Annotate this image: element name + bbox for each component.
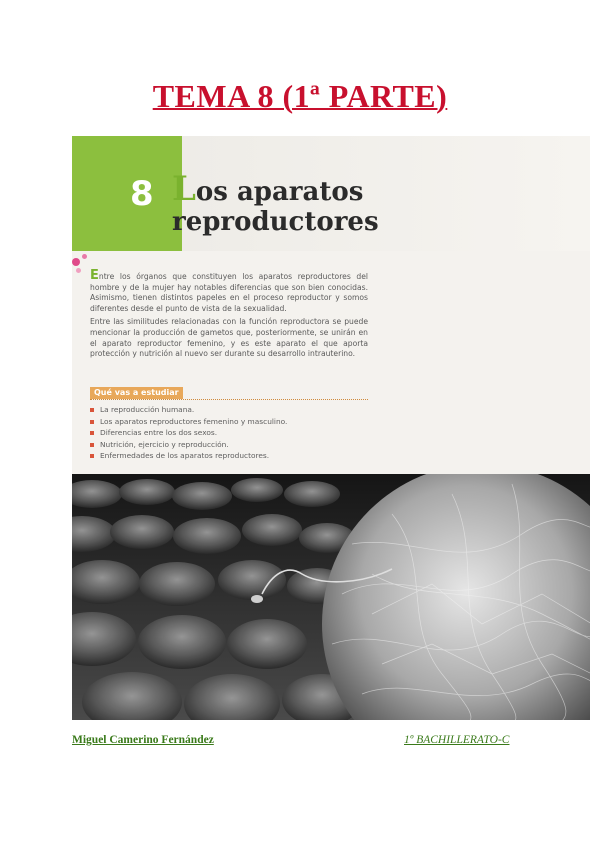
chapter-title-line2: reproductores <box>172 207 379 237</box>
page-title: TEMA 8 (1ª PARTE) <box>152 78 448 114</box>
chapter-introduction <box>90 268 368 363</box>
study-topic-item: La reproducción humana. <box>90 404 370 416</box>
sperm-head <box>251 595 263 603</box>
pink-dot <box>82 254 87 259</box>
chapter-green-band <box>72 136 182 251</box>
author-name: Miguel Camerino Fernández <box>72 734 214 746</box>
study-topic-item: Los aparatos reproductores femenino y masculino. <box>90 416 370 428</box>
chapter-title-initial: L <box>172 169 196 209</box>
study-topic-item: Nutrición, ejercicio y reproducción. <box>90 439 370 451</box>
intro-drop-initial: E <box>90 268 99 283</box>
scanned-book-page <box>72 136 590 720</box>
study-topic-item: Enfermedades de los aparatos reproductores. <box>90 450 370 462</box>
sperm-egg-micrograph <box>72 474 590 720</box>
intro-paragraph-1-text: ntre los órganos que constituyen los aparatos reproductores del hombre y de la mujer hay notables diferencias que son bien conocidas. Asimismo, tienen distintos papeles en el proceso reproductor y somos diferentes desde el punto de vista de la sexualidad. <box>90 272 368 313</box>
study-topic-list <box>90 404 370 462</box>
intro-paragraph-2: Entre las similitudes relacionadas con la función reproductora se puede mencionar la producción de gametos que, posteriormente, se unirán en el aparato reproductor femenino, y es este aparato el que aporta protección y nutrición al nuevo ser durante su desarrollo intrauterino. <box>90 317 368 359</box>
study-heading-divider <box>90 399 368 400</box>
pink-dot <box>76 268 81 273</box>
course-name: 1º BACHILLERATO-C <box>404 734 510 746</box>
chapter-title <box>172 169 379 237</box>
pink-dot <box>72 258 80 266</box>
micrograph-photo <box>72 474 590 720</box>
chapter-number: 8 <box>130 174 154 214</box>
study-topic-item: Diferencias entre los dos sexos. <box>90 427 370 439</box>
intro-paragraph-1 <box>90 268 368 314</box>
study-section-heading: Qué vas a estudiar <box>90 387 183 399</box>
chapter-title-line1: os aparatos <box>195 177 364 207</box>
